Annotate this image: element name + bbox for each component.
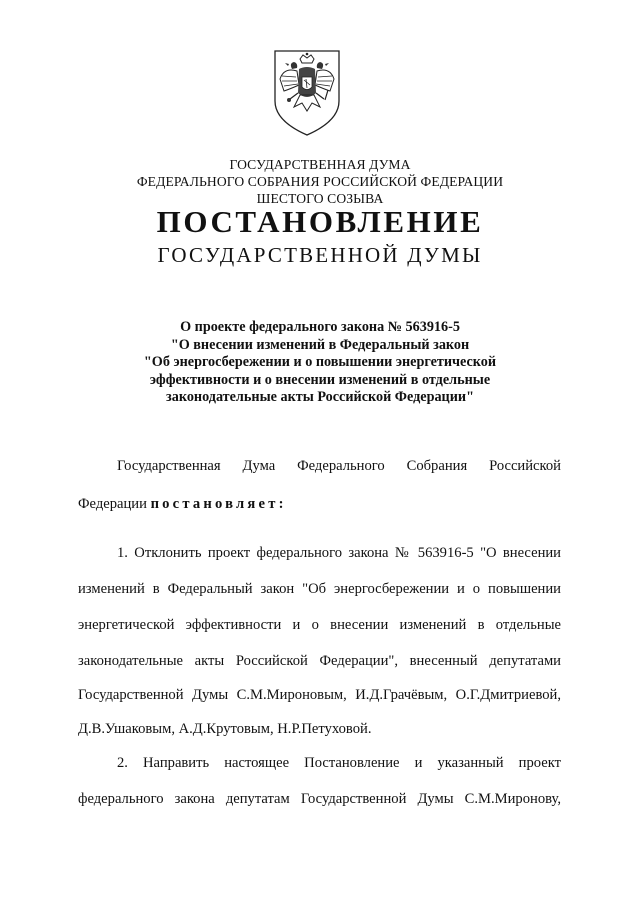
item-1-line-3-block [78,616,561,635]
subject-line-2: "О внесении изменений в Федеральный закон [170,336,470,353]
item-1-line-3: энергетической эффективности и о внесении изменений в отдельные [78,617,561,633]
subject-line-5: законодательные акты Российской Федерации" [166,389,474,406]
subject-line-1: О проекте федерального закона № 563916-5 [180,319,460,335]
item-1-line-6-block [78,720,561,739]
item-1-line-6: Д.В.Ушаковым, А.Д.Крутовым, Н.Р.Петуховой. [78,721,372,737]
item-1-line-1-block [78,544,561,563]
item-1-line-5-block [78,686,561,705]
item-1-line-2: изменений в Федеральный закон "Об энергосбережении и о повышении [78,581,561,597]
item-1-line-2-block [78,580,561,599]
document-type-title: ПОСТАНОВЛЕНИЕ [156,204,484,239]
item-2-line-1: 2. Направить настоящее Постановление и указанный проект [117,755,561,771]
subject-line-4: эффективности и о внесении изменений в отдельные [149,371,491,388]
preamble-paragraph [78,457,561,476]
item-1-line-4: законодательные акты Российской Федерации", внесенный депутатами [78,653,561,669]
preamble-text: Федерации [78,496,151,512]
item-2-line-2: федерального закона депутатам Государственной Думы С.М.Миронову, [78,791,561,807]
document-subject [0,319,640,407]
issuer-header [0,156,640,207]
preamble-line-2 [78,495,561,514]
header-line-3: ШЕСТОГО СОЗЫВА [256,191,384,206]
document-issuer-subtitle: ГОСУДАРСТВЕННОЙ ДУМЫ [157,243,483,267]
item-1-line-5: Государственной Думы С.М.Мироновым, И.Д.Грачёвым, О.Г.Дмитриевой, [78,687,561,703]
resolves-emphasis: постановляет: [150,496,287,512]
preamble-line-1: Государственная Дума Федерального Собрания Российской [117,458,561,474]
item-1-line-1: 1. Отклонить проект федерального закона № 563916-5 "О внесении [117,545,561,561]
header-line-1: ГОСУДАРСТВЕННАЯ ДУМА [229,157,411,172]
item-2-line-2-block [78,790,561,809]
header-line-2: ФЕДЕРАЛЬНОГО СОБРАНИЯ РОССИЙСКОЙ ФЕДЕРАЦИИ [136,174,504,189]
preamble-continuation [78,495,561,514]
subject-line-3: "Об энергосбережении и о повышении энергетической [143,354,497,371]
item-1-line-4-block [78,652,561,671]
coat-of-arms-icon [272,49,342,137]
item-2-line-1-block [78,754,561,773]
